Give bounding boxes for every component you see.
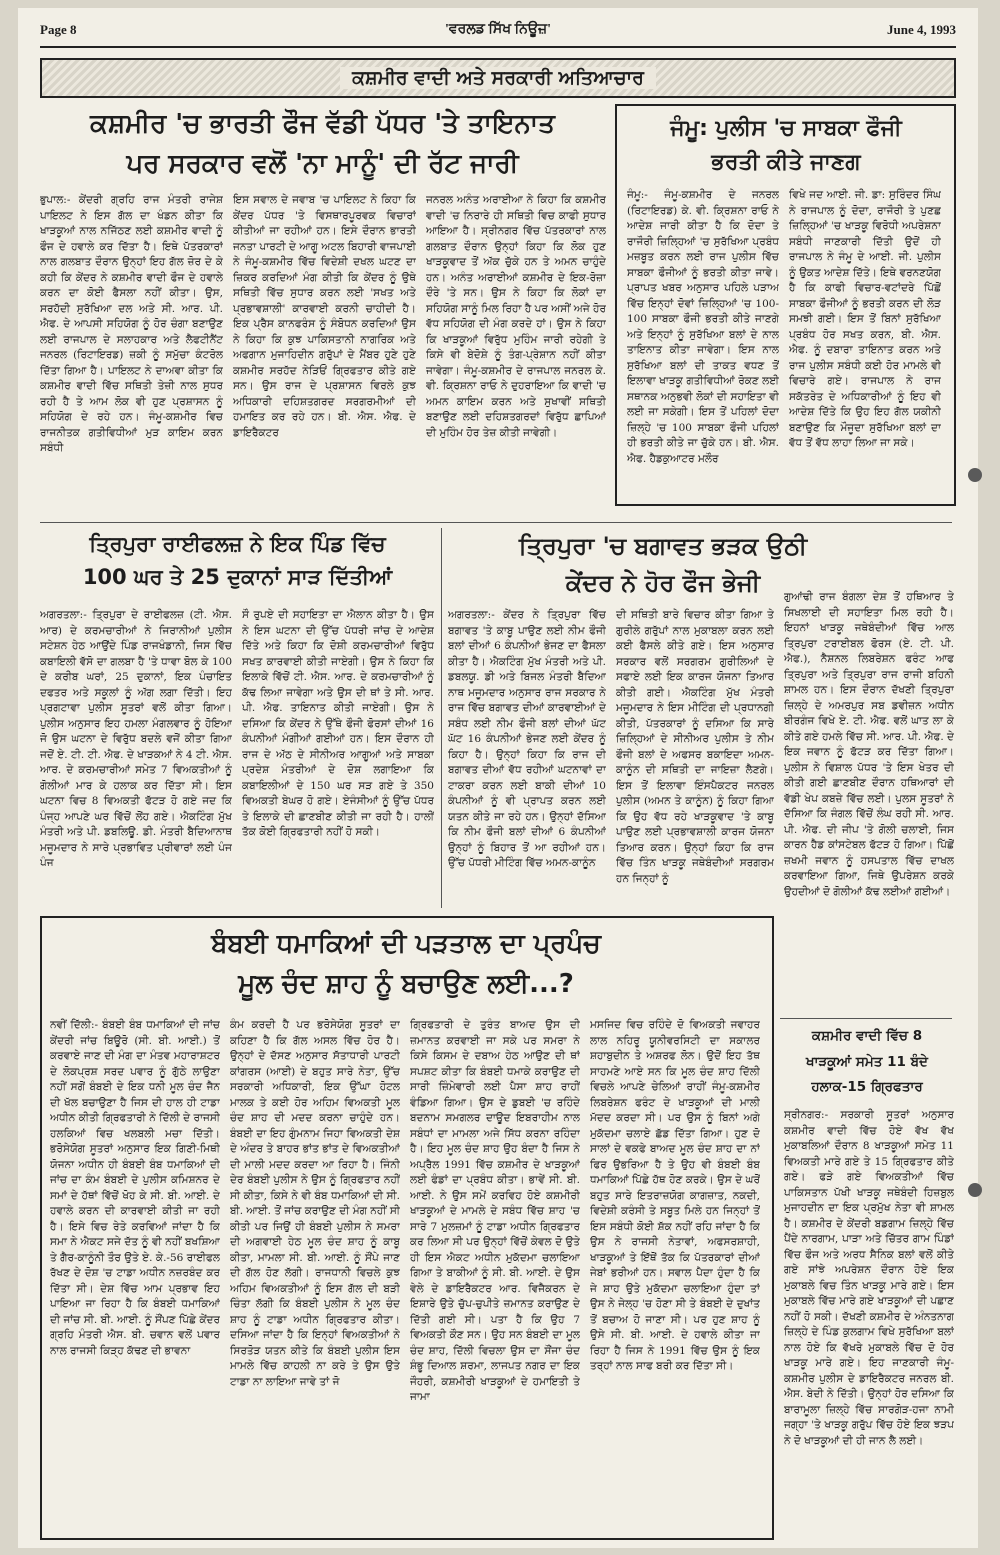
bombay-column-4: ਮਸਜਿਦ ਵਿਚ ਰਹਿੰਦੇ ਦੋ ਵਿਅਕਤੀ ਜਵਾਹਰ ਲਾਲ ਨਹਿਰੂ ਯੂਨੀਵਰਸਿਟੀ ਦਾ ਸਕਾਲਰ ਸ਼ਹਾਬੁਦੀਨ ਤੇ ਅਸ਼ਰਫ ਲੋਨ। ਉਦੋਂ ਇਹ ਤੱਥ ਸਾਹਮਣੇ ਆਏ ਸਨ ਕਿ ਮੂਲ ਚੰਦ ਸ਼ਾਹ ਦਿੱਲੀ ਵਿਚਲੇ ਆਪਣੇ ਚੇਲਿਆਂ ਰਾਹੀਂ ਜੰਮੂ-ਕਸ਼ਮੀਰ ਲਿਬਰੇਸ਼ਨ ਫਰੰਟ ਦੇ ਖਾੜਕੂਆਂ ਦੀ ਮਾਲੀ ਮੱਦਦ ਕਰਦਾ ਸੀ। ਪਰ ਉਸ ਨੂੰ ਬਿਨਾਂ ਅਗੇ ਮੁਕੱਦਮਾ ਚਲਾਏ ਛੱਡ ਦਿੱਤਾ ਗਿਆ। ਹੁਣ ਦੋ ਸਾਲਾਂ ਦੇ ਵਕਫੇ ਬਾਅਦ ਮੂਲ ਚੰਦ ਸ਼ਾਹ ਦਾ ਨਾਂ ਫਿਰ ਉਭਰਿਆ ਹੈ ਤੇ ਉਹ ਵੀ ਬੰਬਈ ਬੰਬ ਧਮਾਕਿਆਂ ਪਿੱਛੇ ਹੱਥ ਹੋਣ ਕਰਕੇ। ਉਸ ਦੇ ਘਰੋਂ ਬਹੁਤ ਸਾਰੇ ਇਤਰਾਜ਼ਯੋਗ ਕਾਗਜ਼ਾਤ, ਨਕਦੀ, ਵਿਦੇਸ਼ੀ ਕਰੰਸੀ ਤੇ ਸਬੂਤ ਮਿਲੇ ਹਨ ਜਿਨ੍ਹਾਂ ਤੋਂ ਇਸ ਸਬੰਧੀ ਕੋਈ ਸ਼ੱਕ ਨਹੀਂ ਰਹਿ ਜਾਂਦਾ ਹੈ ਕਿ ਉਸ ਨੇ ਰਾਜਸੀ ਨੇਤਾਵਾਂ, ਅਫਸਰਸ਼ਾਹੀ, ਖਾੜਕੂਆਂ ਤੇ ਇੱਥੋਂ ਤੱਕ ਕਿ ਪੱਤਰਕਾਰਾਂ ਦੀਆਂ ਜੇਬਾਂ ਭਰੀਆਂ ਹਨ। ਸਵਾਲ ਪੈਦਾ ਹੁੰਦਾ ਹੈ ਕਿ ਜੇ ਸ਼ਾਹ ਉਤੇ ਮੁਕੱਦਮਾ ਚਲਾਇਆ ਹੁੰਦਾ ਤਾਂ ਉਸ ਨੇ ਜੇਲ੍ਹ 'ਚ ਹੋਣਾ ਸੀ ਤੇ ਬੰਬਈ ਦੇ ਦੁਖਾਂਤ ਤੋਂ ਬਚਾਅ ਹੋ ਜਾਣਾ ਸੀ। ਪਰ ਹੁਣ ਸ਼ਾਹ ਨੂੰ ਉਸੇ ਸੀ. ਬੀ. ਆਈ. ਦੇ ਹਵਾਲੇ ਕੀਤਾ ਜਾ ਰਿਹਾ ਹੈ ਜਿਸ ਨੇ 1991 ਵਿੱਚ ਉਸ ਨੂੰ ਇਕ ਤਰ੍ਹਾਂ ਨਾਲ ਸਾਫ ਬਰੀ ਕਰ ਦਿੱਤਾ ਸੀ। bbox=[590, 1019, 760, 1372]
tripura-revolt-headline-line2: ਕੇਂਦਰ ਨੇ ਹੋਰ ਫੌਜ ਭੇਜੀ bbox=[565, 569, 761, 598]
kashmir-8-headline-line3: ਹਲਾਕ-15 ਗ੍ਰਿਫਤਾਰ bbox=[811, 1079, 923, 1096]
tripura-revolt-column-1: ਅਗਰਤਲਾ:- ਕੇਂਦਰ ਨੇ ਤ੍ਰਿਪੁਰਾ ਵਿੱਚ ਬਗਾਵਤ 'ਤੇ ਕਾਬੂ ਪਾਉਣ ਲਈ ਨੀਮ ਫੌਜੀ ਬਲਾਂ ਦੀਆਂ 6 ਕੰਪਨੀਆਂ ਭੇਜਣ ਦਾ ਫੈਸਲਾ ਕੀਤਾ ਹੈ। ਐਕਟਿੰਗ ਮੁੱਖ ਮੰਤਰੀ ਅਤੇ ਪੀ. ਡਬਲਯੂ. ਡੀ ਅਤੇ ਬਿਜਲ ਮੰਤਰੀ ਬੈਦਿਆ ਨਾਥ ਮਜੂਮਦਾਰ ਅਨੁਸਾਰ ਰਾਜ ਸਰਕਾਰ ਨੇ ਰਾਜ ਵਿੱਚ ਬਗਾਵਤ ਦੀਆਂ ਕਾਰਵਾਈਆਂ ਦੇ ਸਬੰਧ ਲਈ ਨੀਮ ਫੌਜੀ ਬਲਾਂ ਦੀਆਂ ਘੱਟ ਘੱਟ 16 ਕੰਪਨੀਆਂ ਭੇਜਣ ਲਈ ਕੇਂਦਰ ਨੂੰ ਕਿਹਾ ਹੈ। ਉਨ੍ਹਾਂ ਕਿਹਾ ਕਿ ਰਾਜ ਦੀ ਬਗਾਵਤ ਦੀਆਂ ਵੱਧ ਰਹੀਆਂ ਘਟਨਾਵਾਂ ਦਾ ਟਾਕਰਾ ਕਰਨ ਲਈ ਬਾਕੀ ਦੀਆਂ 10 ਕੰਪਨੀਆਂ ਨੂੰ ਵੀ ਪ੍ਰਾਪਤ ਕਰਨ ਲਈ ਯਤਨ ਕੀਤੇ ਜਾ ਰਹੇ ਹਨ। ਉਨ੍ਹਾਂ ਦੱਸਿਆ ਕਿ ਨੀਮ ਫੌਜੀ ਬਲਾਂ ਦੀਆਂ 6 ਕੰਪਨੀਆਂ ਉਨ੍ਹਾਂ ਨੂੰ ਬਿਹਾਰ ਤੋਂ ਆ ਰਹੀਆਂ ਹਨ। ਉੱਚ ਪੱਧਰੀ ਮੀਟਿੰਗ ਵਿੱਚ ਅਮਨ-ਕਾਨੂੰਨ bbox=[448, 609, 606, 869]
bombay-headline-line1: ਬੰਬਈ ਧਮਾਕਿਆਂ ਦੀ ਪੜਤਾਲ ਦਾ ਪ੍ਰਪੰਚ bbox=[211, 929, 601, 959]
tripura-revolt-column-3: ਗੁਆਂਢੀ ਰਾਜ ਬੰਗਲਾ ਦੇਸ਼ ਤੋਂ ਹਥਿਆਰ ਤੇ ਸਿਖਲਾਈ ਦੀ ਸਹਾਇਤਾ ਮਿਲ ਰਹੀ ਹੈ। ਇਹਨਾਂ ਖਾੜਕੂ ਜਥੇਬੰਦੀਆਂ ਵਿੱਚ ਆਲ ਤ੍ਰਿਪੁਰਾ ਟਰਾਈਬਲ ਫੋਰਸ (ਏ. ਟੀ. ਪੀ. ਐਫ.), ਨੈਸ਼ਨਲ ਲਿਬਰੇਸ਼ਨ ਫਰੰਟ ਆਫ ਤ੍ਰਿਪੁਰਾ ਅਤੇ ਤ੍ਰਿਪੁਰਾ ਰਾਜ ਰਾਜੀ ਬਹਿਨੀ ਸ਼ਾਮਲ ਹਨ। ਇਸ ਦੌਰਾਨ ਦੱਖਣੀ ਤ੍ਰਿਪੁਰਾ ਜ਼ਿਲ੍ਹੇ ਦੇ ਅਮਰਪੁਰ ਸਬ ਡਵੀਜ਼ਨ ਅਧੀਨ ਬੀਰਗੰਜ ਵਿਖੇ ਏ. ਟੀ. ਐਫ. ਵਲੋਂ ਘਾਤ ਲਾ ਕੇ ਕੀਤੇ ਗਏ ਹਮਲੇ ਵਿੱਚ ਸੀ. ਆਰ. ਪੀ. ਐਫ. ਦੇ ਇਕ ਜਵਾਨ ਨੂੰ ਫੱਟੜ ਕਰ ਦਿੱਤਾ ਗਿਆ। ਪੁਲੀਸ ਨੇ ਵਿਸ਼ਾਲ ਪੱਧਰ 'ਤੇ ਇਸ ਖੇਤਰ ਦੀ ਕੀਤੀ ਗਈ ਛਾਣਬੀਣ ਦੌਰਾਨ ਹਥਿਆਰਾਂ ਦੀ ਵੱਡੀ ਖੇਪ ਕਬਜ਼ੇ ਵਿੱਚ ਲਈ। ਪੁਲਸ ਸੂਤਰਾਂ ਨੇ ਦੱਸਿਆ ਕਿ ਜੰਗਲ ਵਿੱਚੋਂ ਲੰਘ ਰਹੀ ਸੀ. ਆਰ. ਪੀ. ਐਫ. ਦੀ ਜੀਪ 'ਤੇ ਗੋਲੀ ਚਲਾਈ, ਜਿਸ ਕਾਰਨ ਹੈਡ ਕਾਂਸਟੇਬਲ ਫੱਟੜ ਹੋ ਗਿਆ। ਪਿੱਛੋਂ ਜ਼ਖਮੀ ਜਵਾਨ ਨੂੰ ਹਸਪਤਾਲ ਵਿੱਚ ਦਾਖਲ ਕਰਵਾਇਆ ਗਿਆ, ਜਿਥੇ ਉਪਰੇਸ਼ਨ ਕਰਕੇ ਉਹਦੀਆਂ ਦੋ ਗੋਲੀਆਂ ਕੱਢ ਲਈਆਂ ਗਈਆਂ। bbox=[784, 591, 954, 898]
jammu-headline bbox=[621, 112, 951, 180]
binder-hole-top bbox=[968, 468, 982, 482]
tripura-rifles-column-2: ਸੌ ਰੁਪਏ ਦੀ ਸਹਾਇਤਾ ਦਾ ਐਲਾਨ ਕੀਤਾ ਹੈ। ਉਸ ਨੇ ਇਸ ਘਟਨਾ ਦੀ ਉੱਚ ਪੱਧਰੀ ਜਾਂਚ ਦੇ ਆਦੇਸ਼ ਦਿੱਤੇ ਅਤੇ ਕਿਹਾ ਕਿ ਦੋਸ਼ੀ ਕਰਮਚਾਰੀਆਂ ਵਿਰੁੱਧ ਸਖਤ ਕਾਰਵਾਈ ਕੀਤੀ ਜਾਏਗੀ। ਉਸ ਨੇ ਕਿਹਾ ਕਿ ਇਲਾਕੇ ਵਿੱਚੋਂ ਟੀ. ਐਸ. ਆਰ. ਦੇ ਕਰਮਚਾਰੀਆਂ ਨੂੰ ਕੱਢ ਲਿਆ ਜਾਵੇਗਾ ਅਤੇ ਉਸ ਦੀ ਥਾਂ ਤੇ ਸੀ. ਆਰ. ਪੀ. ਐਫ. ਤਾਇਨਾਤ ਕੀਤੀ ਜਾਏਗੀ। ਉਸ ਨੇ ਦਸਿਆ ਕਿ ਕੇਂਦਰ ਨੇ ਉੱਥੇ ਫੌਜੀ ਫੋਰਸਾਂ ਦੀਆਂ 16 ਕੰਪਨੀਆਂ ਮੰਗੀਆਂ ਗਈਆਂ ਹਨ। ਇਸ ਦੌਰਾਨ ਹੀ ਰਾਜ ਦੇ ਅੱਠ ਦੇ ਸੀਨੀਅਰ ਆਗੂਆਂ ਅਤੇ ਸਾਬਕਾ ਪ੍ਰਦੇਸ਼ ਮੰਤਰੀਆਂ ਦੇ ਦੋਸ਼ ਲਗਾਇਆ ਕਿ ਕਬਾਇਲੀਆਂ ਦੇ 150 ਘਰ ਸੜ ਗਏ ਤੇ 350 ਵਿਅਕਤੀ ਬੇਘਰ ਹੋ ਗਏ। ਏਜੰਸੀਆਂ ਨੂੰ ਉੱਚ ਪੱਧਰ ਤੇ ਇਲਾਕੇ ਦੀ ਛਾਣਬੀਣ ਕੀਤੀ ਜਾ ਰਹੀ ਹੈ। ਹਾਲੀਂ ਤੱਕ ਕੋਈ ਗ੍ਰਿਫਤਾਰੀ ਨਹੀਂ ਹੋ ਸਕੀ। bbox=[242, 609, 434, 838]
binder-hole-bottom bbox=[968, 1183, 982, 1197]
section-title: ਕਸ਼ਮੀਰ ਵਾਦੀ ਅਤੇ ਸਰਕਾਰੀ ਅਤਿਆਚਾਰ bbox=[340, 67, 656, 89]
bombay-headline bbox=[48, 924, 764, 1005]
kashmir-column-3: ਜਨਰਲ ਅਨੰਤ ਅਰਾਈਆ ਨੇ ਕਿਹਾ ਕਿ ਕਸ਼ਮੀਰ ਵਾਦੀ 'ਚ ਨਿਰਾਰੇ ਹੀ ਸਥਿਤੀ ਵਿਚ ਕਾਫੀ ਸੁਧਾਰ ਆਇਆ ਹੈ। ਸ੍ਰੀਨਗਰ ਵਿੱਚ ਪੱਤਰਕਾਰਾਂ ਨਾਲ ਗਲਬਾਤ ਦੌਰਾਨ ਉਨ੍ਹਾਂ ਕਿਹਾ ਕਿ ਲੋਕ ਹੁਣ ਖਾੜਕੂਵਾਦ ਤੋਂ ਅੱਕ ਚੁੱਕੇ ਹਨ ਤੇ ਅਮਨ ਚਾਹੁੰਦੇ ਹਨ। ਅਨੰਤ ਅਰਾਈਆਂ ਕਸ਼ਮੀਰ ਦੇ ਇਕ-ਰੋਜ਼ਾ ਦੌਰੇ 'ਤੇ ਸਨ। ਉਸ ਨੇ ਕਿਹਾ ਕਿ ਲੋਕਾਂ ਦਾ ਸਹਿਯੋਗ ਸਾਨੂੰ ਮਿਲ ਰਿਹਾ ਹੈ ਪਰ ਅਸੀਂ ਅਜੇ ਹੋਰ ਵੱਧ ਸਹਿਯੋਗ ਦੀ ਮੰਗ ਕਰਦੇ ਹਾਂ। ਉਸ ਨੇ ਕਿਹਾ ਕਿ ਖਾੜਕੂਆਂ ਵਿਰੁੱਧ ਮੁਹਿੰਮ ਜਾਰੀ ਰਹੇਗੀ ਤੇ ਕਿਸੇ ਵੀ ਬੇਦੋਸ਼ੇ ਨੂੰ ਤੰਗ-ਪ੍ਰੇਸ਼ਾਨ ਨਹੀਂ ਕੀਤਾ ਜਾਵੇਗਾ। ਜੰਮੂ-ਕਸ਼ਮੀਰ ਦੇ ਰਾਜਪਾਲ ਜਨਰਲ ਕੇ. ਵੀ. ਕ੍ਰਿਸ਼ਨਾ ਰਾਓ ਨੇ ਦੁਹਰਾਇਆ ਕਿ ਵਾਦੀ 'ਚ ਅਮਨ ਕਾਇਮ ਕਰਨ ਅਤੇ ਸੁਖਾਵੀਂ ਸਥਿਤੀ ਬਣਾਉਣ ਲਈ ਦਹਿਸ਼ਤਗਰਦਾਂ ਵਿਰੁੱਧ ਛਾਪਿਆਂ ਦੀ ਮੁਹਿੰਮ ਹੋਰ ਤੇਜ਼ ਕੀਤੀ ਜਾਵੇਗੀ। bbox=[426, 194, 606, 439]
jammu-headline-line2: ਭਰਤੀ ਕੀਤੇ ਜਾਣਗ bbox=[711, 150, 861, 176]
bombay-column-3: ਗ੍ਰਿਫਤਾਰੀ ਦੇ ਤੁਰੰਤ ਬਾਅਦ ਉਸ ਦੀ ਜ਼ਮਾਨਤ ਕਰਵਾਈ ਜਾ ਸਕੇ ਪਰ ਸਮਰਾ ਨੇ ਕਿਸੇ ਕਿਸਮ ਦੇ ਦਬਾਅ ਹੇਠ ਆਉਣ ਦੀ ਥਾਂ ਸਪਸ਼ਟ ਕੀਤਾ ਕਿ ਬੰਬਈ ਧਮਾਕੇ ਕਰਾਉਣ ਦੀ ਸਾਰੀ ਜ਼ਿੰਮੇਵਾਰੀ ਲਈ ਪੈਸਾ ਸ਼ਾਹ ਰਾਹੀਂ ਵੰਡਿਆ ਗਿਆ। ਉਸ ਦੇ ਡੁਬਈ 'ਚ ਰਹਿੰਦੇ ਬਦਨਾਮ ਸਮਗਲਰ ਦਾਊਦ ਇਬਰਾਹੀਮ ਨਾਲ ਸਬੰਧਾਂ ਦਾ ਮਾਮਲਾ ਅਜੇ ਸਿੱਧ ਕਰਨਾ ਰਹਿੰਦਾ ਹੈ। ਇਹ ਮੂਲ ਚੰਦ ਸ਼ਾਹ ਉਹ ਬੰਦਾ ਹੈ ਜਿਸ ਨੇ ਅਪ੍ਰੈਲ 1991 ਵਿੱਚ ਕਸ਼ਮੀਰ ਦੇ ਖਾੜਕੂਆਂ ਲਈ ਫੰਡਾਂ ਦਾ ਪ੍ਰਬੰਧ ਕੀਤਾ। ਭਾਵੇਂ ਸੀ. ਬੀ. ਆਈ. ਨੇ ਉਸ ਸਮੇਂ ਕਰਵਿਹ ਹੋਏ ਕਸ਼ਮੀਰੀ ਖਾੜਕੂਆਂ ਦੇ ਮਾਮਲੇ ਦੇ ਸਬੰਧ ਵਿੱਚ ਸ਼ਾਹ 'ਚ ਸਾਰੇ 7 ਮੁਲਜ਼ਮਾਂ ਨੂੰ ਟਾਡਾ ਅਧੀਨ ਗ੍ਰਿਫਤਾਰ ਕਰ ਲਿਆ ਸੀ ਪਰ ਉਨ੍ਹਾਂ ਵਿੱਚੋਂ ਕੇਵਲ ਦੋ ਉਤੇ ਹੀ ਇਸ ਐਕਟ ਅਧੀਨ ਮੁਕੱਦਮਾ ਚਲਾਇਆ ਗਿਆ ਤੇ ਬਾਕੀਆਂ ਨੂੰ ਸੀ. ਬੀ. ਆਈ. ਦੇ ਉਸ ਵੇਲੇ ਦੇ ਡਾਇਰੈਕਟਰ ਆਰ. ਵਿਜੈਕਰਨ ਦੇ ਇਸ਼ਾਰੇ ਉਤੇ ਚੁੱਪ-ਚੁਪੀਤੇ ਜ਼ਮਾਨਤ ਕਰਾਉਣ ਦੇ ਦਿੱਤੀ ਗਈ ਸੀ। ਪਤਾ ਹੈ ਕਿ ਉਹ 7 ਵਿਅਕਤੀ ਕੌਣ ਸਨ। ਉਹ ਸਨ ਬੰਬਈ ਦਾ ਮੂਲ ਚੰਦ ਸ਼ਾਹ, ਦਿੱਲੀ ਵਿਚਲਾ ਉਸ ਦਾ ਸੌਂਜਾ ਚੰਦ ਸ਼ੰਭੂ ਦਿਆਲ ਸ਼ਰਮਾ, ਲਾਜਪਤ ਨਗਰ ਦਾ ਇਕ ਜੌਹਰੀ, ਕਸ਼ਮੀਰੀ ਖਾੜਕੂਆਂ ਦੇ ਹਮਾਇਤੀ ਤੇ ਜਾਮਾ bbox=[410, 1019, 580, 1403]
issue-date: June 4, 1993 bbox=[887, 22, 956, 37]
tripura-rifles-headline bbox=[40, 528, 435, 593]
newspaper-page bbox=[18, 8, 978, 1548]
tripura-revolt-column-2: ਦੀ ਸਥਿਤੀ ਬਾਰੇ ਵਿਚਾਰ ਕੀਤਾ ਗਿਆ ਤੇ ਗੁਰੀਲੇ ਗਰੁੱਪਾਂ ਨਾਲ ਮੁਕਾਬਲਾ ਕਰਨ ਲਈ ਕਈ ਫੈਸਲੇ ਕੀਤੇ ਗਏ। ਇਸ ਅਨੁਸਾਰ ਸਰਕਾਰ ਵਲੋਂ ਸਰਗਰਮ ਗੁਰੀਲਿਆਂ ਦੇ ਸਫਾਏ ਲਈ ਇਕ ਕਾਰਜ ਯੋਜਨਾ ਤਿਆਰ ਕੀਤੀ ਗਈ। ਐਕਟਿੰਗ ਮੁੱਖ ਮੰਤਰੀ ਮਜੂਮਦਾਰ ਨੇ ਇਸ ਮੀਟਿੰਗ ਦੀ ਪ੍ਰਧਾਨਗੀ ਕੀਤੀ, ਪੱਤਰਕਾਰਾਂ ਨੂੰ ਦਸਿਆ ਕਿ ਸਾਰੇ ਜ਼ਿਲ੍ਹਿਆਂ ਦੇ ਸੀਨੀਅਰ ਪੁਲੀਸ ਤੇ ਨੀਮ ਫੌਜੀ ਬਲਾਂ ਦੇ ਅਫਸਰ ਬਕਾਇਦਾ ਅਮਨ-ਕਾਨੂੰਨ ਦੀ ਸਥਿਤੀ ਦਾ ਜਾਇਜ਼ਾ ਲੈਣਗੇ। ਇਸ ਤੋਂ ਇਲਾਵਾ ਇੰਸਪੈਕਟਰ ਜਨਰਲ ਪੁਲੀਸ (ਅਮਨ ਤੇ ਕਾਨੂੰਨ) ਨੂੰ ਕਿਹਾ ਗਿਆ ਕਿ ਉਹ ਵੱਧ ਰਹੇ ਖਾੜਕੂਵਾਦ 'ਤੇ ਕਾਬੂ ਪਾਉਣ ਲਈ ਪ੍ਰਭਾਵਸ਼ਾਲੀ ਕਾਰਜ ਯੋਜਨਾ ਤਿਆਰ ਕਰਨ। ਉਨ੍ਹਾਂ ਕਿਹਾ ਕਿ ਰਾਜ ਵਿੱਚ ਤਿੰਨ ਖਾੜਕੂ ਜਥੇਬੰਦੀਆਂ ਸਰਗਰਮ ਹਨ ਜਿਨ੍ਹਾਂ ਨੂੰ bbox=[616, 609, 774, 885]
tripura-rifles-column-1: ਅਗਰਤਲਾ:- ਤ੍ਰਿਪੁਰਾ ਦੇ ਰਾਈਫਲਜ਼ (ਟੀ. ਐਸ. ਆਰ) ਦੇ ਕਰਮਚਾਰੀਆਂ ਨੇ ਜਿਰਾਨੀਆਂ ਪੁਲੀਸ ਸਟੇਸ਼ਨ ਹੇਠ ਆਉਂਦੇ ਪਿੰਡ ਰਾਜਖੰਡਾਨੀ, ਜਿਸ ਵਿੱਚ ਕਬਾਇਲੀ ਵੱਸੋ ਦਾ ਗਲਬਾ ਹੈ 'ਤੇ ਧਾਵਾ ਬੋਲ ਕੇ 100 ਦੇ ਕਰੀਬ ਘਰਾਂ, 25 ਦੁਕਾਨਾਂ, ਇਕ ਪੰਚਾਇਤ ਦਫਤਰ ਅਤੇ ਸਕੂਲਾਂ ਨੂੰ ਅੱਗ ਲਗਾ ਦਿੱਤੀ। ਇਹ ਪ੍ਰਗਟਾਵਾ ਪੁਲੀਸ ਸੂਤਰਾਂ ਵਲੋਂ ਕੀਤਾ ਗਿਆ। ਪੁਲੀਸ ਅਨੁਸਾਰ ਇਹ ਹਮਲਾ ਮੰਗਲਵਾਰ ਨੂੰ ਹੋਇਆ ਜੋ ਉਸ ਘਟਨਾ ਦੇ ਵਿਰੁੱਧ ਬਦਲੇ ਵਜੋਂ ਕੀਤਾ ਗਿਆ ਜਦੋਂ ਏ. ਟੀ. ਟੀ. ਐਫ. ਦੇ ਖਾੜਕਆਂ ਨੇ 4 ਟੀ. ਐਸ. ਆਰ. ਦੇ ਕਰਮਚਾਰੀਆਂ ਸਮੇਤ 7 ਵਿਅਕਤੀਆਂ ਨੂੰ ਗੋਲੀਆਂ ਮਾਰ ਕੇ ਹਲਾਕ ਕਰ ਦਿੱਤਾ ਸੀ। ਇਸ ਘਟਨਾ ਵਿਚ 8 ਵਿਅਕਤੀ ਫੱਟੜ ਹੋ ਗਏ ਜਦ ਕਿ ਪੰਜ੍ਹ ਆਪਣੇ ਘਰ ਵਿੱਚੋਂ ਲੋਂਹ ਗਏ। ਐਕਟਿੰਗ ਮੁੱਖ ਮੰਤਰੀ ਅਤੇ ਪੀ. ਡਬਲਿਊ. ਡੀ. ਮੰਤਰੀ ਬੈਦਿਆਨਾਥ ਮਜੂਮਦਾਰ ਨੇ ਸਾਰੇ ਪ੍ਰਭਾਵਿਤ ਪ੍ਰੀਵਾਰਾਂ ਲਈ ਪੰਜ ਪੰਜ bbox=[40, 609, 232, 869]
kashmir-headline bbox=[40, 104, 605, 185]
page-number: Page 8 bbox=[40, 22, 77, 37]
kashmir-headline-line1: ਕਸ਼ਮੀਰ 'ਚ ਭਾਰਤੀ ਫੌਜ ਵੱਡੀ ਪੱਧਰ 'ਤੇ ਤਾਇਨਾਤ bbox=[90, 109, 555, 139]
tripura-rifles-headline-line2: 100 ਘਰ ਤੇ 25 ਦੁਕਾਨਾਂ ਸਾੜ ਦਿੱਤੀਆਂ bbox=[82, 564, 393, 589]
kashmir-8-headline-line1: ਕਸ਼ਮੀਰ ਵਾਦੀ ਵਿੱਚ 8 bbox=[811, 1028, 923, 1044]
section-banner bbox=[40, 58, 956, 98]
tripura-rifles-headline-line1: ਤ੍ਰਿਪੁਰਾ ਰਾਈਫਲਜ਼ ਨੇ ਇਕ ਪਿੰਡ ਵਿੱਚ bbox=[89, 532, 386, 556]
jammu-column-1: ਜੰਮੂ:- ਜੰਮੂ-ਕਸ਼ਮੀਰ ਦੇ ਜਨਰਲ (ਰਿਟਾਇਰਡ) ਕੇ. ਵੀ. ਕ੍ਰਿਸ਼ਨਾ ਰਾਓ ਨੇ ਆਦੇਸ਼ ਜਾਰੀ ਕੀਤਾ ਹੈ ਕਿ ਦੋਦਾ ਤੇ ਰਾਜੌਰੀ ਜ਼ਿਲ੍ਹਿਆਂ 'ਚ ਸੁਰੱਖਿਆ ਪ੍ਰਬੰਧ ਮਜ਼ਬੂਤ ਕਰਨ ਲਈ ਰਾਜ ਪੁਲੀਸ ਵਿੱਚ ਸਾਬਕਾ ਫੌਜੀਆਂ ਨੂੰ ਭਰਤੀ ਕੀਤਾ ਜਾਵੇ। ਪ੍ਰਾਪਤ ਖਬਰ ਅਨੁਸਾਰ ਪਹਿਲੇ ਪੜਾਅ ਵਿੱਚ ਇਨ੍ਹਾਂ ਦੋਵਾਂ ਜ਼ਿਲ੍ਹਿਆਂ 'ਚ 100-100 ਸਾਬਕਾ ਫੌਜੀ ਭਰਤੀ ਕੀਤੇ ਜਾਣਗੇ ਅਤੇ ਇਨ੍ਹਾਂ ਨੂੰ ਸੁਰੱਖਿਆ ਬਲਾਂ ਦੇ ਨਾਲ ਤਾਇਨਾਤ ਕੀਤਾ ਜਾਵੇਗਾ। ਇਸ ਨਾਲ ਸੁਰੱਖਿਆ ਬਲਾਂ ਦੀ ਤਾਕਤ ਵਧਣ ਤੋਂ ਇਲਾਵਾ ਖਾੜਕੂ ਗਤੀਵਿਧੀਆਂ ਰੋਕਣ ਲਈ ਸਥਾਨਕ ਅਨੁਭਵੀ ਲੋਕਾਂ ਦੀ ਸਹਾਇਤਾ ਵੀ ਲਈ ਜਾ ਸਕੇਗੀ। ਇਸ ਤੋਂ ਪਹਿਲਾਂ ਦੋਦਾ ਜ਼ਿਲ੍ਹੇ 'ਚ 100 ਸਾਬਕਾ ਫੌਜੀ ਪਹਿਲਾਂ ਹੀ ਭਰਤੀ ਕੀਤੇ ਜਾ ਚੁੱਕੇ ਹਨ। ਬੀ. ਐਸ. ਐਫ. ਹੈਡਕੁਆਟਰ ਮਲੌਰ bbox=[627, 189, 779, 465]
newspaper-name: 'ਵਰਲਡ ਸਿੱਖ ਨਿਊਜ਼' bbox=[444, 22, 551, 37]
rule-between-tripura bbox=[441, 528, 442, 908]
bombay-column-2: ਕੰਮ ਕਰਦੀ ਹੈ ਪਰ ਭਰੋਸੇਯੋਗ ਸੂਤਰਾਂ ਦਾ ਕਹਿਣਾ ਹੈ ਕਿ ਗੱਲ ਅਸਲ ਵਿੱਚ ਹੋਰ ਹੈ। ਉਨ੍ਹਾਂ ਦੇ ਦੱਸਣ ਅਨੁਸਾਰ ਸੱਤਾਧਾਰੀ ਪਾਰਟੀ ਕਾਂਗਰਸ (ਆਈ) ਦੇ ਬਹੁਤ ਸਾਰੇ ਨੇਤਾ, ਉੱਚ ਸਰਕਾਰੀ ਅਧਿਕਾਰੀ, ਇਕ ਉੱਘਾ ਹੋਟਲ ਮਾਲਕ ਤੇ ਕਈ ਹੋਰ ਅਹਿਮ ਵਿਅਕਤੀ ਮੂਲ ਚੰਦ ਸ਼ਾਹ ਦੀ ਮਦਦ ਕਰਨਾ ਚਾਹੁੰਦੇ ਹਨ। ਬੰਬਈ ਦਾ ਇਹ ਗੁੰਮਨਾਮ ਜਿਹਾ ਵਿਅਕਤੀ ਦੇਸ਼ ਦੇ ਅੰਦਰ ਤੇ ਬਾਹਰ ਭਾਂਤ ਭਾਂਤ ਦੇ ਵਿਅਕਤੀਆਂ ਦੀ ਮਾਲੀ ਮਦਦ ਕਰਦਾ ਆ ਰਿਹਾ ਹੈ। ਜਿੰਨੀ ਦੇਰ ਬੰਬਈ ਪੁਲੀਸ ਨੇ ਉਸ ਨੂੰ ਗ੍ਰਿਫਤਾਰ ਨਹੀਂ ਸੀ ਕੀਤਾ, ਕਿਸੇ ਨੇ ਵੀ ਬੰਬ ਧਮਾਕਿਆਂ ਦੀ ਸੀ. ਬੀ. ਆਈ. ਤੋਂ ਜਾਂਚ ਕਰਾਉਣ ਦੀ ਮੰਗ ਨਹੀਂ ਸੀ ਕੀਤੀ ਪਰ ਜਿਉਂ ਹੀ ਬੰਬਈ ਪੁਲੀਸ ਨੇ ਸਮਰਾ ਦੀ ਅਗਵਾਈ ਹੇਠ ਮੂਲ ਚੰਦ ਸ਼ਾਹ ਨੂੰ ਕਾਬੂ ਕੀਤਾ, ਮਾਮਲਾ ਸੀ. ਬੀ. ਆਈ. ਨੂੰ ਸੌਂਪੇ ਜਾਣ ਦੀ ਗੱਲ ਹੋਣ ਲੱਗੀ। ਰਾਜਧਾਨੀ ਵਿਚਲੇ ਕੁਝ ਅਹਿਮ ਵਿਅਕਤੀਆਂ ਨੂੰ ਇਸ ਗੱਲ ਦੀ ਬੜੀ ਚਿੰਤਾ ਲੱਗੀ ਕਿ ਬੰਬਈ ਪੁਲੀਸ ਨੇ ਮੂਲ ਚੰਦ ਸ਼ਾਹ ਨੂੰ ਟਾਡਾ ਅਧੀਨ ਗ੍ਰਿਫਤਾਰ ਕੀਤਾ। ਦਸਿਆ ਜਾਂਦਾ ਹੈ ਕਿ ਇਨ੍ਹਾਂ ਵਿਅਕਤੀਆਂ ਨੇ ਸਿਰਤੋੜ ਯਤਨ ਕੀਤੇ ਕਿ ਬੰਬਈ ਪੁਲੀਸ ਇਸ ਮਾਮਲੇ ਵਿੱਚ ਕਾਹਲੀ ਨਾ ਕਰੇ ਤੇ ਉਸ ਉਤੇ ਟਾਡਾ ਨਾ ਲਾਇਆ ਜਾਵੇ ਤਾਂ ਜੋ bbox=[230, 1019, 400, 1388]
kashmir-headline-line2: ਪਰ ਸਰਕਾਰ ਵਲੋਂ 'ਨਾ ਮਾਨੂੰ' ਦੀ ਰੱਟ ਜਾਰੀ bbox=[126, 149, 519, 180]
kashmir-8-headline-line2: ਖਾੜਕੂਆਂ ਸਮੇਤ 11 ਬੰਦੇ bbox=[806, 1053, 928, 1070]
tripura-revolt-headline-line1: ਤ੍ਰਿਪੁਰਾ 'ਚ ਬਗਾਵਤ ਭੜਕ ਉਠੀ bbox=[518, 532, 808, 560]
kashmir-column-2: ਇਸ ਸਵਾਲ ਦੇ ਜਵਾਬ 'ਚ ਪਾਇਲਟ ਨੇ ਕਿਹਾ ਕਿ ਕੇਂਦਰ ਪੱਧਰ 'ਤੇ ਵਿਸਥਾਰਪੂਰਵਕ ਵਿਚਾਰਾਂ ਕੀਤੀਆਂ ਜਾ ਰਹੀਆਂ ਹਨ। ਇਸੇ ਦੌਰਾਨ ਭਾਰਤੀ ਜਨਤਾ ਪਾਰਟੀ ਦੇ ਆਗੂ ਅਟਲ ਬਿਹਾਰੀ ਵਾਜਪਾਈ ਨੇ ਜੰਮੂ-ਕਸ਼ਮੀਰ ਵਿੱਚ ਵਿਦੇਸ਼ੀ ਦਖਲ ਘਟਣ ਦਾ ਜ਼ਿਕਰ ਕਰਦਿਆਂ ਮੰਗ ਕੀਤੀ ਕਿ ਕੇਂਦਰ ਨੂੰ ਉਥੇ ਸਥਿਤੀ ਵਿੱਚ ਸੁਧਾਰ ਕਰਨ ਲਈ 'ਸਖਤ ਅਤੇ ਪ੍ਰਭਾਵਸ਼ਾਲੀ' ਕਾਰਵਾਈ ਕਰਨੀ ਚਾਹੀਦੀ ਹੈ। ਇਕ ਪ੍ਰੈਸ ਕਾਨਫਰੰਸ ਨੂੰ ਸੰਬੋਧਨ ਕਰਦਿਆਂ ਉਸ ਨੇ ਕਿਹਾ ਕਿ ਕੁਝ ਪਾਕਿਸਤਾਨੀ ਨਾਗਰਿਕ ਅਤੇ ਅਫਗਾਨ ਮੁਜਾਹਿਦੀਨ ਗਰੁੱਪਾਂ ਦੇ ਮੈਂਬਰ ਹੁਣੇ ਹੁਣੇ ਕਸ਼ਮੀਰ ਸਰਹੱਦ ਨੇੜਿਓਂ ਗ੍ਰਿਫਤਾਰ ਕੀਤੇ ਗਏ ਸਨ। ਉਸ ਰਾਜ ਦੇ ਪ੍ਰਸ਼ਾਸਨ ਵਿਰਲੇ ਕੁਝ ਅਧਿਕਾਰੀ ਦਹਿਸ਼ਤਗਰਦ ਸਰਗਰਮੀਆਂ ਦੀ ਹਮਾਇਤ ਕਰ ਰਹੇ ਹਨ। ਬੀ. ਐਸ. ਐਫ. ਦੇ ਡਾਇਰੈਕਟਰ bbox=[233, 194, 416, 439]
kashmir-8-headline bbox=[780, 1024, 954, 1101]
bombay-column-1: ਨਵੀਂ ਦਿੱਲੀ:- ਬੰਬਈ ਬੰਬ ਧਮਾਕਿਆਂ ਦੀ ਜਾਂਚ ਕੇਂਦਰੀ ਜਾਂਚ ਬਿਊਰੋ (ਸੀ. ਬੀ. ਆਈ.) ਤੋਂ ਕਰਵਾਏ ਜਾਣ ਦੀ ਮੰਗ ਦਾ ਮੰਤਵ ਮਹਾਰਾਸ਼ਟਰ ਦੇ ਲੋਕਪ੍ਰਸ਼ ਸਰਦ ਪਵਾਰ ਨੂੰ ਗੁੱਠੇ ਲਾਉਣਾ ਨਹੀਂ ਸਗੋਂ ਬੰਬਈ ਦੇ ਇਕ ਧਨੀ ਮੂਲ ਚੰਦ ਜੈਨ ਦੀ ਖੱਲ ਬਚਾਉਣਾ ਹੈ ਜਿਸ ਦੀ ਹਾਲ ਹੀ ਟਾਡਾ ਅਧੀਨ ਕੀਤੀ ਗ੍ਰਿਫਤਾਰੀ ਨੇ ਦਿੱਲੀ ਦੇ ਰਾਜਸੀ ਹਲਕਿਆਂ ਵਿਚ ਖਲਬਲੀ ਮਚਾ ਦਿੱਤੀ। ਭਰੋਸੇਯੋਗ ਸੂਤਰਾਂ ਅਨੁਸਾਰ ਇਕ ਗਿਣੀ-ਮਿਥੀ ਯੋਜਨਾ ਅਧੀਨ ਹੀ ਬੰਬਈ ਬੰਬ ਧਮਾਕਿਆਂ ਦੀ ਜਾਂਚ ਦਾ ਕੰਮ ਬੰਬਈ ਦੇ ਪੁਲੀਸ ਕਮਿਸ਼ਨਰ ਦੇ ਸਮਾਂ ਦੇ ਹੱਥਾਂ ਵਿੱਚੋਂ ਖੋਹ ਕੇ ਸੀ. ਬੀ. ਆਈ. ਦੇ ਹਵਾਲੇ ਕਰਨ ਦੀ ਕਾਰਵਾਈ ਕੀਤੀ ਜਾ ਰਹੀ ਹੈ। ਇਸੇ ਵਿਚ ਰੇਤੇ ਕਰਵਿਆਂ ਜਾਂਦਾ ਹੈ ਕਿ ਸਮਾ ਨੇ ਐਕਟ ਸਜੇ ਦੱਤ ਨੂੰ ਵੀ ਨਹੀਂ ਬਖਸ਼ਿਆ ਤੇ ਗੈਰ-ਕਾਨੂੰਨੀ ਤੌਰ ਉਤੇ ਏ. ਕੇ.-56 ਰਾਈਫਲ ਰੱਖਣ ਦੇ ਦੋਸ਼ 'ਚ ਟਾਡਾ ਅਧੀਨ ਨਜ਼ਰਬੰਦ ਕਰ ਦਿੱਤਾ ਸੀ। ਦੇਸ਼ ਵਿੱਚ ਆਮ ਪ੍ਰਭਾਵ ਇਹ ਪਾਇਆ ਜਾ ਰਿਹਾ ਹੈ ਕਿ ਬੰਬਈ ਧਮਾਕਿਆਂ ਦੀ ਜਾਂਚ ਸੀ. ਬੀ. ਆਈ. ਨੂੰ ਸੌਂਪਣ ਪਿੱਛੇ ਕੇਂਦਰ ਗ੍ਰਹਿ ਮੰਤਰੀ ਐਸ. ਬੀ. ਚਵਾਨ ਵਲੋਂ ਪਵਾਰ ਨਾਲ ਰਾਜਸੀ ਕਿੜ੍ਹ ਕੱਢਣ ਦੀ ਭਾਵਨਾ bbox=[50, 1019, 220, 1357]
kashmir-8-column-1: ਸ੍ਰੀਨਗਰ:- ਸਰਕਾਰੀ ਸੂਤਰਾਂ ਅਨੁਸਾਰ ਕਸ਼ਮੀਰ ਵਾਦੀ ਵਿੱਚ ਹੋਏ ਵੱਖ ਵੱਖ ਮੁਕਾਬਲਿਆਂ ਦੌਰਾਨ 8 ਖਾੜਕੂਆਂ ਸਮੇਤ 11 ਵਿਅਕਤੀ ਮਾਰੇ ਗਏ ਤੇ 15 ਗ੍ਰਿਫਤਾਰ ਕੀਤੇ ਗਏ। ਫੜੇ ਗਏ ਵਿਅਕਤੀਆਂ ਵਿੱਚ ਪਾਕਿਸਤਾਨ ਪੱਖੀ ਖਾੜਕੂ ਜਥੇਬੰਦੀ ਹਿਜ਼ਬੁਲ ਮੁਜਾਹਦੀਨ ਦਾ ਇਕ ਪ੍ਰਮੁੱਖ ਨੇਤਾ ਵੀ ਸ਼ਾਮਲ ਹੈ। ਕਸ਼ਮੀਰ ਦੇ ਕੇਂਦਰੀ ਬਡਗਾਮ ਜ਼ਿਲ੍ਹੇ ਵਿੱਚ ਪੈਂਦੇ ਨਾਰਗਾਮ, ਪਾੜਾ ਅਤੇ ਚਿੱਤਰ ਗਾਮ ਪਿੰਡਾਂ ਵਿੱਚ ਫੌਜ ਅਤੇ ਅਰਧ ਸੈਨਿਕ ਬਲਾਂ ਵਲੋਂ ਕੀਤੇ ਗਏ ਸਾਂਝੇ ਅਪਰੇਸ਼ਨ ਦੌਰਾਨ ਹੋਏ ਇਕ ਮੁਕਾਬਲੇ ਵਿਚ ਤਿੰਨ ਖਾੜਕੂ ਮਾਰੇ ਗਏ। ਇਸ ਮੁਕਾਬਲੇ ਵਿੱਚ ਮਾਰੇ ਗਏ ਖਾੜਕੂਆਂ ਦੀ ਪਛਾਣ ਨਹੀਂ ਹੋ ਸਕੀ। ਦੱਖਣੀ ਕਸ਼ਮੀਰ ਦੇ ਅੰਨਤਨਾਗ ਜ਼ਿਲ੍ਹੇ ਦੇ ਪਿੰਡ ਕੁਲਗਾਮ ਵਿਖੇ ਸੁਰੱਖਿਆ ਬਲਾਂ ਨਾਲ ਹੋਏ ਕਿ ਵੱਖਰੇ ਮੁਕਾਬਲੇ ਵਿੱਚ ਦੋ ਹੋਰ ਖਾੜਕੂ ਮਾਰੇ ਗਏ। ਇਹ ਜਾਣਕਾਰੀ ਜੰਮੂ-ਕਸ਼ਮੀਰ ਪੁਲੀਸ ਦੇ ਡਾਇਰੈਕਟਰ ਜਨਰਲ ਬੀ. ਐਸ. ਬੇਦੀ ਨੇ ਦਿੱਤੀ। ਉਨ੍ਹਾਂ ਹੋਰ ਦਸਿਆ ਕਿ ਬਾਰਾਮੂਲਾ ਜ਼ਿਲ੍ਹੇ ਵਿੱਚ ਸਾਰਗੋੜ-ਹਜਾ ਨਾਮੀ ਜਗ੍ਹਾ 'ਤੇ ਖਾੜਕੂ ਗਰੁੱਪ ਵਿੱਚ ਹੋਏ ਇਕ ਝੜਪ ਨੇ ਦੋ ਖਾੜਕੂਆਂ ਦੀ ਹੀ ਜਾਨ ਲੈ ਲਈ। bbox=[784, 1109, 954, 1447]
jammu-headline-line1: ਜੰਮੂ: ਪੁਲੀਸ 'ਚ ਸਾਬਕਾ ਫੌਜੀ bbox=[670, 116, 902, 141]
jammu-column-2: ਵਿਖੇ ਜਦ ਆਈ. ਜੀ. ਡਾ: ਸੁਰਿੰਦਰ ਸਿੰਘ ਨੇ ਰਾਜਪਾਲ ਨੂੰ ਦੋਦਾ, ਰਾਜੌਰੀ ਤੇ ਪੁਣਛ ਜ਼ਿਲ੍ਹਿਆਂ 'ਚ ਖਾੜਕੂ ਵਿਰੋਧੀ ਅਪਰੇਸ਼ਨਾ ਸਬੰਧੀ ਜਾਣਕਾਰੀ ਦਿੱਤੀ ਉਦੋਂ ਹੀ ਰਾਜਪਾਲ ਨੇ ਜੰਮੂ ਦੇ ਆਈ. ਜੀ. ਪੁਲੀਸ ਨੂੰ ਉਕਤ ਆਦੇਸ਼ ਦਿੱਤੇ। ਇਥੇ ਵਰਨਣਯੋਗ ਹੈ ਕਿ ਕਾਫੀ ਵਿਚਾਰ-ਵਟਾਂਦਰੇ ਪਿੱਛੋਂ ਸਾਬਕਾ ਫੌਜੀਆਂ ਨੂੰ ਭਰਤੀ ਕਰਨ ਦੀ ਲੋੜ ਸਮਝੀ ਗਈ। ਇਸ ਤੋਂ ਬਿਨਾਂ ਸੁਰੱਖਿਆ ਪ੍ਰਬੰਧ ਹੋਰ ਸਖਤ ਕਰਨ, ਬੀ. ਐਸ. ਐਫ. ਨੂੰ ਦਬਾਰਾ ਤਾਇਨਾਤ ਕਰਨ ਅਤੇ ਰਾਜ ਪੁਲੀਸ ਸਬੰਧੀ ਕਈ ਹੋਰ ਮਾਮਲੇ ਵੀ ਵਿਚਾਰੇ ਗਏ। ਰਾਜਪਾਲ ਨੇ ਰਾਜ ਸਕੱਤਰੇਤ ਦੇ ਅਧਿਕਾਰੀਆਂ ਨੂੰ ਇਹ ਵੀ ਆਦੇਸ਼ ਦਿੱਤੇ ਕਿ ਉਹ ਇਹ ਗੱਲ ਯਕੀਨੀ ਬਣਾਉਣ ਕਿ ਮੌਜੂਦਾ ਸੁਰੱਖਿਆ ਬਲਾਂ ਦਾ ਵੱਧ ਤੋਂ ਵੱਧ ਲਾਹਾ ਲਿਆ ਜਾ ਸਕੇ। bbox=[789, 189, 941, 449]
bombay-headline-line2: ਮੂਲ ਚੰਦ ਸ਼ਾਹ ਨੂੰ ਬਚਾਉਣ ਲਈ...? bbox=[238, 969, 574, 1000]
rule-above-kashmir-8 bbox=[780, 1018, 952, 1019]
masthead-rule bbox=[40, 46, 956, 48]
kashmir-column-1: ਭੁਪਾਲ:- ਕੇਂਦਰੀ ਗ੍ਰਹਿ ਰਾਜ ਮੰਤਰੀ ਰਾਜੇਸ਼ ਪਾਇਲਟ ਨੇ ਇਸ ਗੱਲ ਦਾ ਖੰਡਨ ਕੀਤਾ ਕਿ ਖਾੜਕੂਆਂ ਨਾਲ ਨਜਿੱਠਣ ਲਈ ਕਸ਼ਮੀਰ ਵਾਦੀ ਨੂੰ ਫੌਜ ਦੇ ਹਵਾਲੇ ਕਰ ਦਿੱਤਾ ਹੈ। ਇਥੇ ਪੱਤਰਕਾਰਾਂ ਨਾਲ ਗਲਬਾਤ ਦੌਰਾਨ ਉਨ੍ਹਾਂ ਇਹ ਗੱਲ ਜ਼ੋਰ ਦੇ ਕੇ ਕਹੀ ਕਿ ਕੇਂਦਰ ਨੇ ਕਸ਼ਮੀਰ ਵਾਦੀ ਫੌਜ ਦੇ ਹਵਾਲੇ ਕਰਨ ਦਾ ਕੋਈ ਫੈਸਲਾ ਨਹੀਂ ਕੀਤਾ। ਉਸ, ਸਰਹੱਦੀ ਸੁਰੱਖਿਆ ਦਲ ਅਤੇ ਸੀ. ਆਰ. ਪੀ. ਐਫ. ਦੇ ਆਪਸੀ ਸਹਿਯੋਗ ਨੂੰ ਹੋਰ ਚੰਗਾ ਬਣਾਉਣ ਲਈ ਰਾਜਪਾਲ ਦੇ ਸਲਾਹਕਾਰ ਅਤੇ ਲੈਫਟੀਨੈਂਟ ਜਨਰਲ (ਰਿਟਾਇਰਡ) ਜ਼ਕੀ ਨੂੰ ਸਮੁੱਚਾ ਕੰਟਰੋਲ ਦਿੱਤਾ ਗਿਆ ਹੈ। ਪਾਇਲਟ ਨੇ ਦਾਅਵਾ ਕੀਤਾ ਕਿ ਕਸ਼ਮੀਰ ਵਾਦੀ ਵਿੱਚ ਸਥਿਤੀ ਤੇਜ਼ੀ ਨਾਲ ਸੁਧਰ ਰਹੀ ਹੈ ਤੇ ਆਮ ਲੋਕ ਵੀ ਹੁਣ ਪ੍ਰਸ਼ਾਸਨ ਨੂੰ ਸਹਿਯੋਗ ਦੇ ਰਹੇ ਹਨ। ਜੰਮੂ-ਕਸ਼ਮੀਰ ਵਿਚ ਰਾਜਨੀਤਕ ਗਤੀਵਿਧੀਆਂ ਮੁੜ ਕਾਇਮ ਕਰਨ ਸਬੰਧੀ bbox=[40, 194, 223, 454]
rule-under-kashmir bbox=[40, 522, 952, 523]
